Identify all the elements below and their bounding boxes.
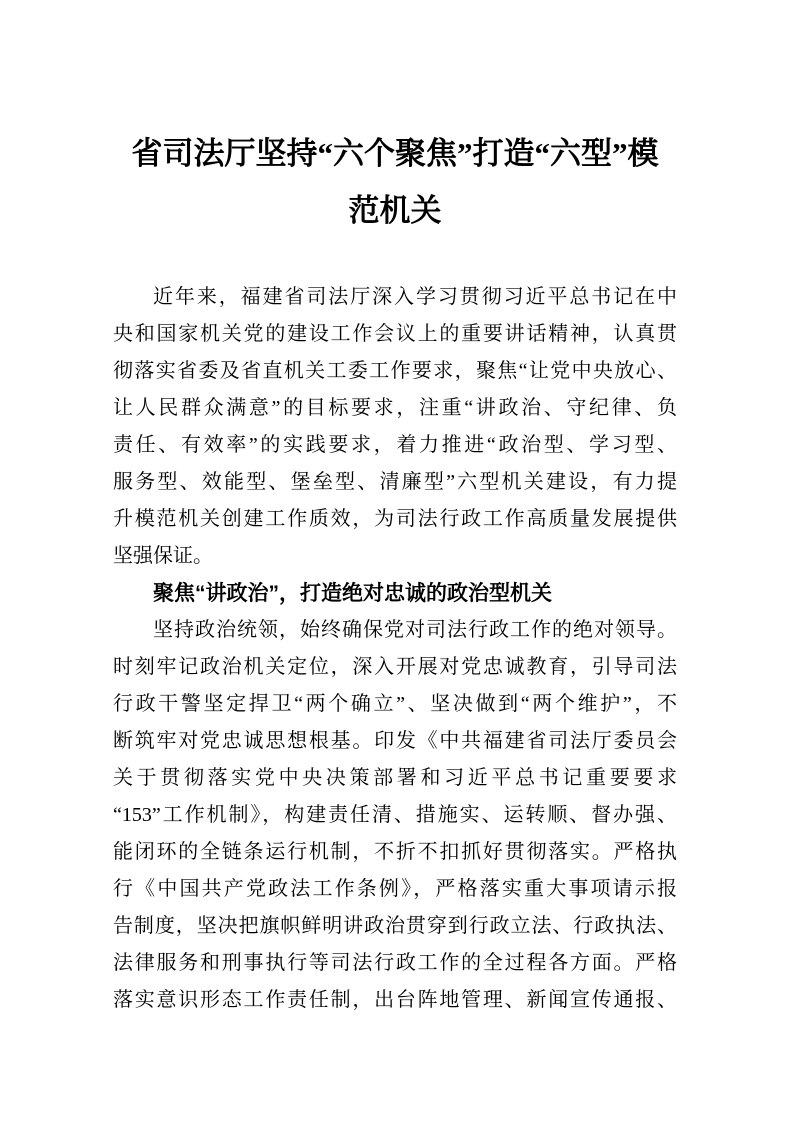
text-line: 彻落实省委及省直机关工委工作要求，聚焦“让党中央放心、 xyxy=(113,360,677,382)
document-content xyxy=(113,279,677,1019)
text-line: 时刻牢记政治机关定位，深入开展对党忠诚教育，引导司法 xyxy=(113,656,677,678)
text-line: 责任、有效率”的实践要求，着力推进“政治型、学习型、 xyxy=(113,434,677,456)
text-line: 断筑牢对党忠诚思想根基。印发《中共福建省司法厅委员会 xyxy=(113,730,677,752)
document-title xyxy=(113,125,677,239)
text-line: 关于贯彻落实党中央决策部署和习近平总书记重要要求 xyxy=(113,767,677,789)
text-line: 坚强保证。 xyxy=(113,545,213,567)
paragraph-block xyxy=(113,279,677,575)
section-heading xyxy=(113,575,677,612)
text-line: 让人民群众满意”的目标要求，注重“讲政治、守纪律、负 xyxy=(113,397,677,419)
text-line: 行《中国共产党政法工作条例》，严格落实重大事项请示报 xyxy=(113,878,677,900)
text-line: 近年来，福建省司法厅深入学习贯彻习近平总书记在中 xyxy=(153,286,677,308)
title-line: 省司法厅坚持“六个聚焦”打造“六型”模 xyxy=(131,136,659,171)
text-line: 法律服务和刑事执行等司法行政工作的全过程各方面。严格 xyxy=(113,952,677,974)
text-line: 能闭环的全链条运行机制，不折不扣抓好贯彻落实。严格执 xyxy=(113,841,677,863)
text-line: 坚持政治统领，始终确保党对司法行政工作的绝对领导。 xyxy=(153,619,677,641)
text-line: 服务型、效能型、堡垒型、清廉型”六型机关建设，有力提 xyxy=(113,471,677,493)
text-line: 落实意识形态工作责任制，出台阵地管理、新闻宣传通报、 xyxy=(113,989,677,1011)
text-line: 升模范机关创建工作质效，为司法行政工作高质量发展提供 xyxy=(113,508,677,530)
text-line: 告制度，坚决把旗帜鲜明讲政治贯穿到行政立法、行政执法、 xyxy=(113,915,677,937)
heading-line: 聚焦“讲政治”，打造绝对忠诚的政治型机关 xyxy=(153,582,552,605)
text-line: 央和国家机关党的建设工作会议上的重要讲话精神，认真贯 xyxy=(113,323,677,345)
title-line: 范机关 xyxy=(348,193,442,228)
paragraph-block xyxy=(113,612,677,1019)
text-line: 行政干警坚定捍卫“两个确立”、坚决做到“两个维护”，不 xyxy=(113,693,677,715)
text-line: “153”工作机制》，构建责任清、措施实、运转顺、督办强、 xyxy=(113,804,677,826)
